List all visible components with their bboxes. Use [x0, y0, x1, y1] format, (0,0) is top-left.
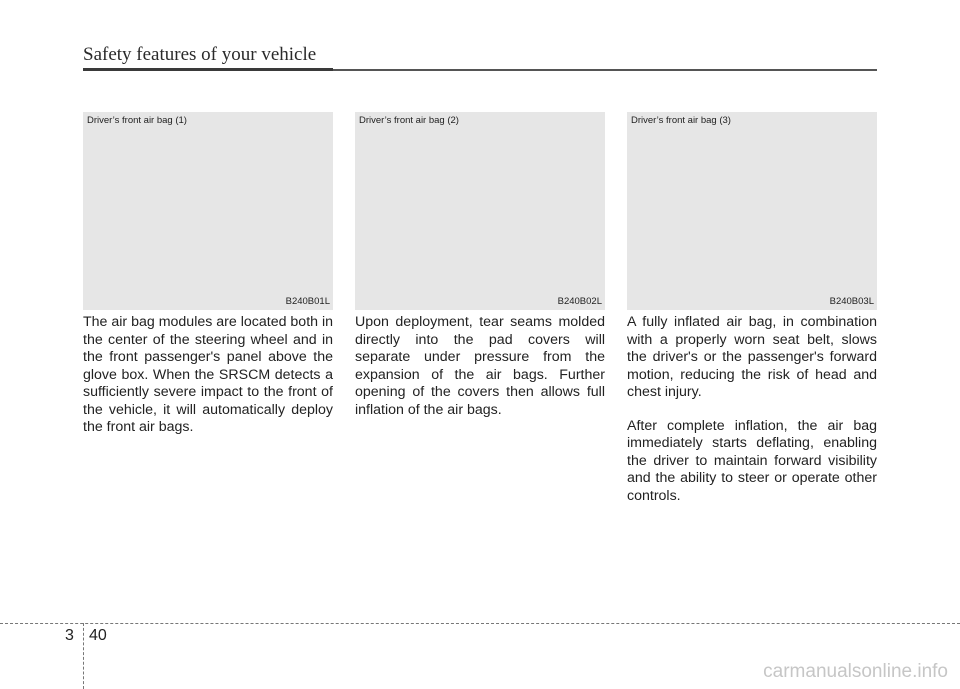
body-paragraph: A fully inflated air bag, in combination with a properly worn seat belt, slows the driver's or the passenger's forward motion, reducing the risk of head and chest injury. — [627, 314, 877, 400]
figure-caption: Driver’s front air bag (2) — [359, 115, 459, 126]
text-column-3 — [627, 314, 877, 521]
chapter-number: 3 — [65, 627, 74, 644]
figure-code: B240B02L — [557, 296, 602, 307]
page-title: Safety features of your vehicle — [83, 44, 317, 65]
body-paragraph: The air bag modules are located both in the center of the steering wheel and in the front passenger's panel above the glove box. When the SRSCM detects a sufficiently severe impact to the front of the vehicle, it will automatically deploy the front air bags. — [83, 314, 334, 435]
footer-rule — [0, 623, 960, 624]
body-paragraph: Upon deployment, tear seams molded directly into the pad covers will separate under pressure from the expansion of the air bags. Further opening of the covers then allows full inflation of the air bags. — [355, 314, 605, 418]
figure-2 — [355, 112, 605, 310]
body-paragraph: After complete inflation, the air bag immediately starts deflating, enabling the driver to maintain forward visibility and the ability to steer or operate other controls. — [627, 417, 877, 504]
figure-code: B240B01L — [285, 296, 330, 307]
figure-code: B240B03L — [829, 296, 874, 307]
text-column-1 — [83, 314, 333, 453]
figure-1 — [83, 112, 333, 310]
header-rule-bold — [83, 68, 333, 71]
page-number: 40 — [89, 627, 107, 644]
figure-3 — [627, 112, 877, 310]
figure-caption: Driver’s front air bag (3) — [631, 115, 731, 126]
figure-caption: Driver’s front air bag (1) — [87, 115, 187, 126]
footer-divider — [83, 623, 84, 689]
watermark: carmanualsonline.info — [763, 661, 948, 682]
text-column-2 — [355, 314, 605, 435]
header-rule-thin — [333, 69, 877, 71]
